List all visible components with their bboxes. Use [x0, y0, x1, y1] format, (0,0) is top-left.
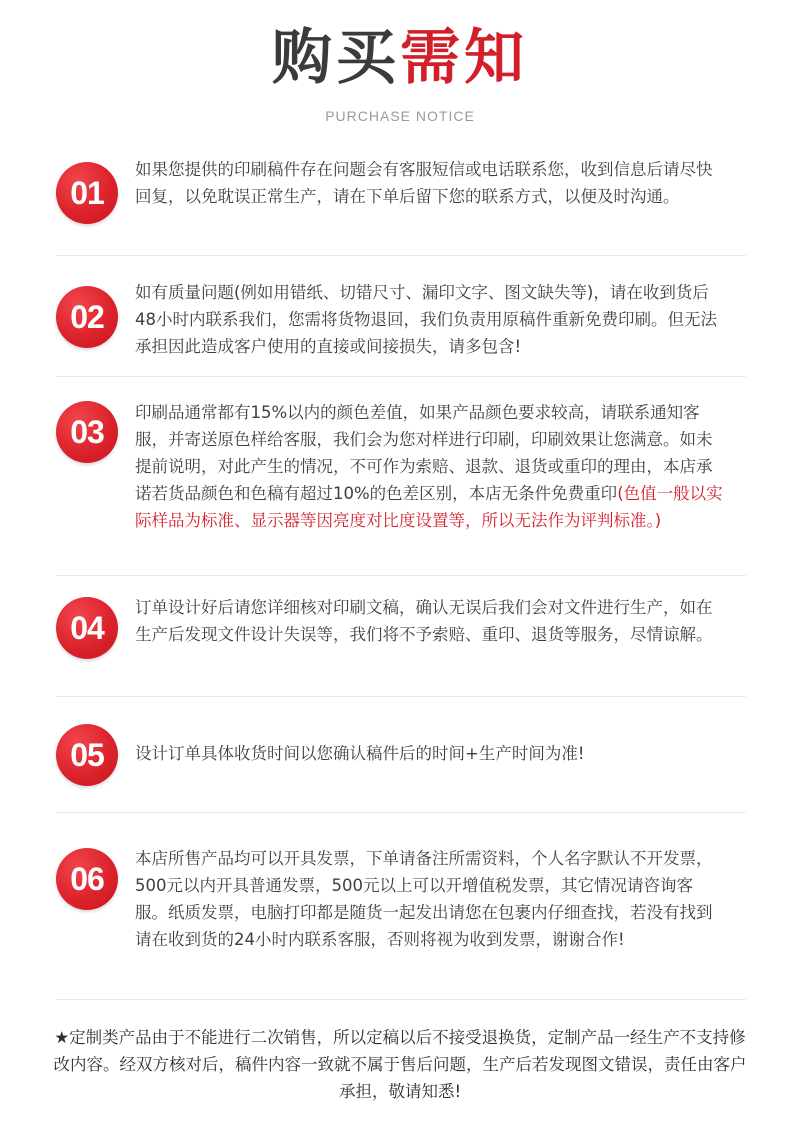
- notice-item-06: [56, 813, 746, 1000]
- notice-text-05: 设计订单具体收货时间以您确认稿件后的时间+生产时间为准!: [135, 744, 585, 763]
- notice-text-03: [135, 399, 725, 534]
- number-badge-03: 03: [56, 401, 118, 463]
- notice-text-03-highlight: (色值一般以实际样品为标准、显示器等因亮度对比度设置等，所以无法作为评判标准。): [135, 484, 723, 530]
- notice-text-06: 本店所售产品均可以开具发票，下单请备注所需资料，个人名字默认不开发票，500元以内开具普通发票，500元以上可以开增值税发票，其它情况请咨询客服。纸质发票，电脑打印都是随货一起发出请您在包裹内仔细查找，若没有找到请在收到货的24小时内联系客服，否则将视为收到发票，谢谢合作!: [135, 849, 713, 949]
- notice-item-04: [56, 576, 746, 697]
- notice-text-01: 如果您提供的印刷稿件存在问题会有客服短信或电话联系您，收到信息后请尽快回复，以免耽误正常生产，请在下单后留下您的联系方式，以便及时沟通。: [135, 160, 713, 206]
- number-badge-01: 01: [56, 162, 118, 224]
- number-badge-06: 06: [56, 848, 118, 910]
- notice-text-04: 订单设计好后请您详细核对印刷文稿，确认无误后我们会对文件进行生产，如在生产后发现文件设计失误等，我们将不予索赔、重印、退货等服务，尽情谅解。: [135, 598, 713, 644]
- number-badge-04: 04: [56, 597, 118, 659]
- number-badge-02: 02: [56, 286, 118, 348]
- page-title: [0, 18, 800, 98]
- notice-text-03-main: 印刷品通常都有15%以内的颜色差值，如果产品颜色要求较高，请联系通知客服，并寄送原色样给客服，我们会为您对样进行印刷，印刷效果让您满意。如未提前说明，对此产生的情况，不可作为索赔、退款、退货或重印的理由，本店承诺若货品颜色和色稿有超过10%的色差区别，本店无条件免费重印: [135, 403, 713, 503]
- title-part-dark: 购买: [272, 23, 400, 93]
- notice-item-02: [56, 256, 746, 377]
- footer-note: ★定制类产品由于不能进行二次销售，所以定稿以后不接受退换货，定制产品一经生产不支持修改内容。经双方核对后，稿件内容一致就不属于售后问题，生产后若发现图文错误，责任由客户承担，敬请知悉!: [53, 1028, 747, 1101]
- notice-item-03: [56, 377, 746, 576]
- header: [0, 18, 800, 124]
- number-badge-05: 05: [56, 724, 118, 786]
- notice-list: [56, 135, 746, 1000]
- notice-item-05: [56, 697, 746, 813]
- title-part-red: 需知: [400, 23, 528, 93]
- page-subtitle: PURCHASE NOTICE: [325, 108, 475, 124]
- notice-text-02: 如有质量问题(例如用错纸、切错尺寸、漏印文字、图文缺失等)，请在收到货后48小时内联系我们，您需将货物退回，我们负责用原稿件重新免费印刷。但无法承担因此造成客户使用的直接或间接损失，请多包含!: [135, 283, 717, 356]
- notice-item-01: [56, 135, 746, 256]
